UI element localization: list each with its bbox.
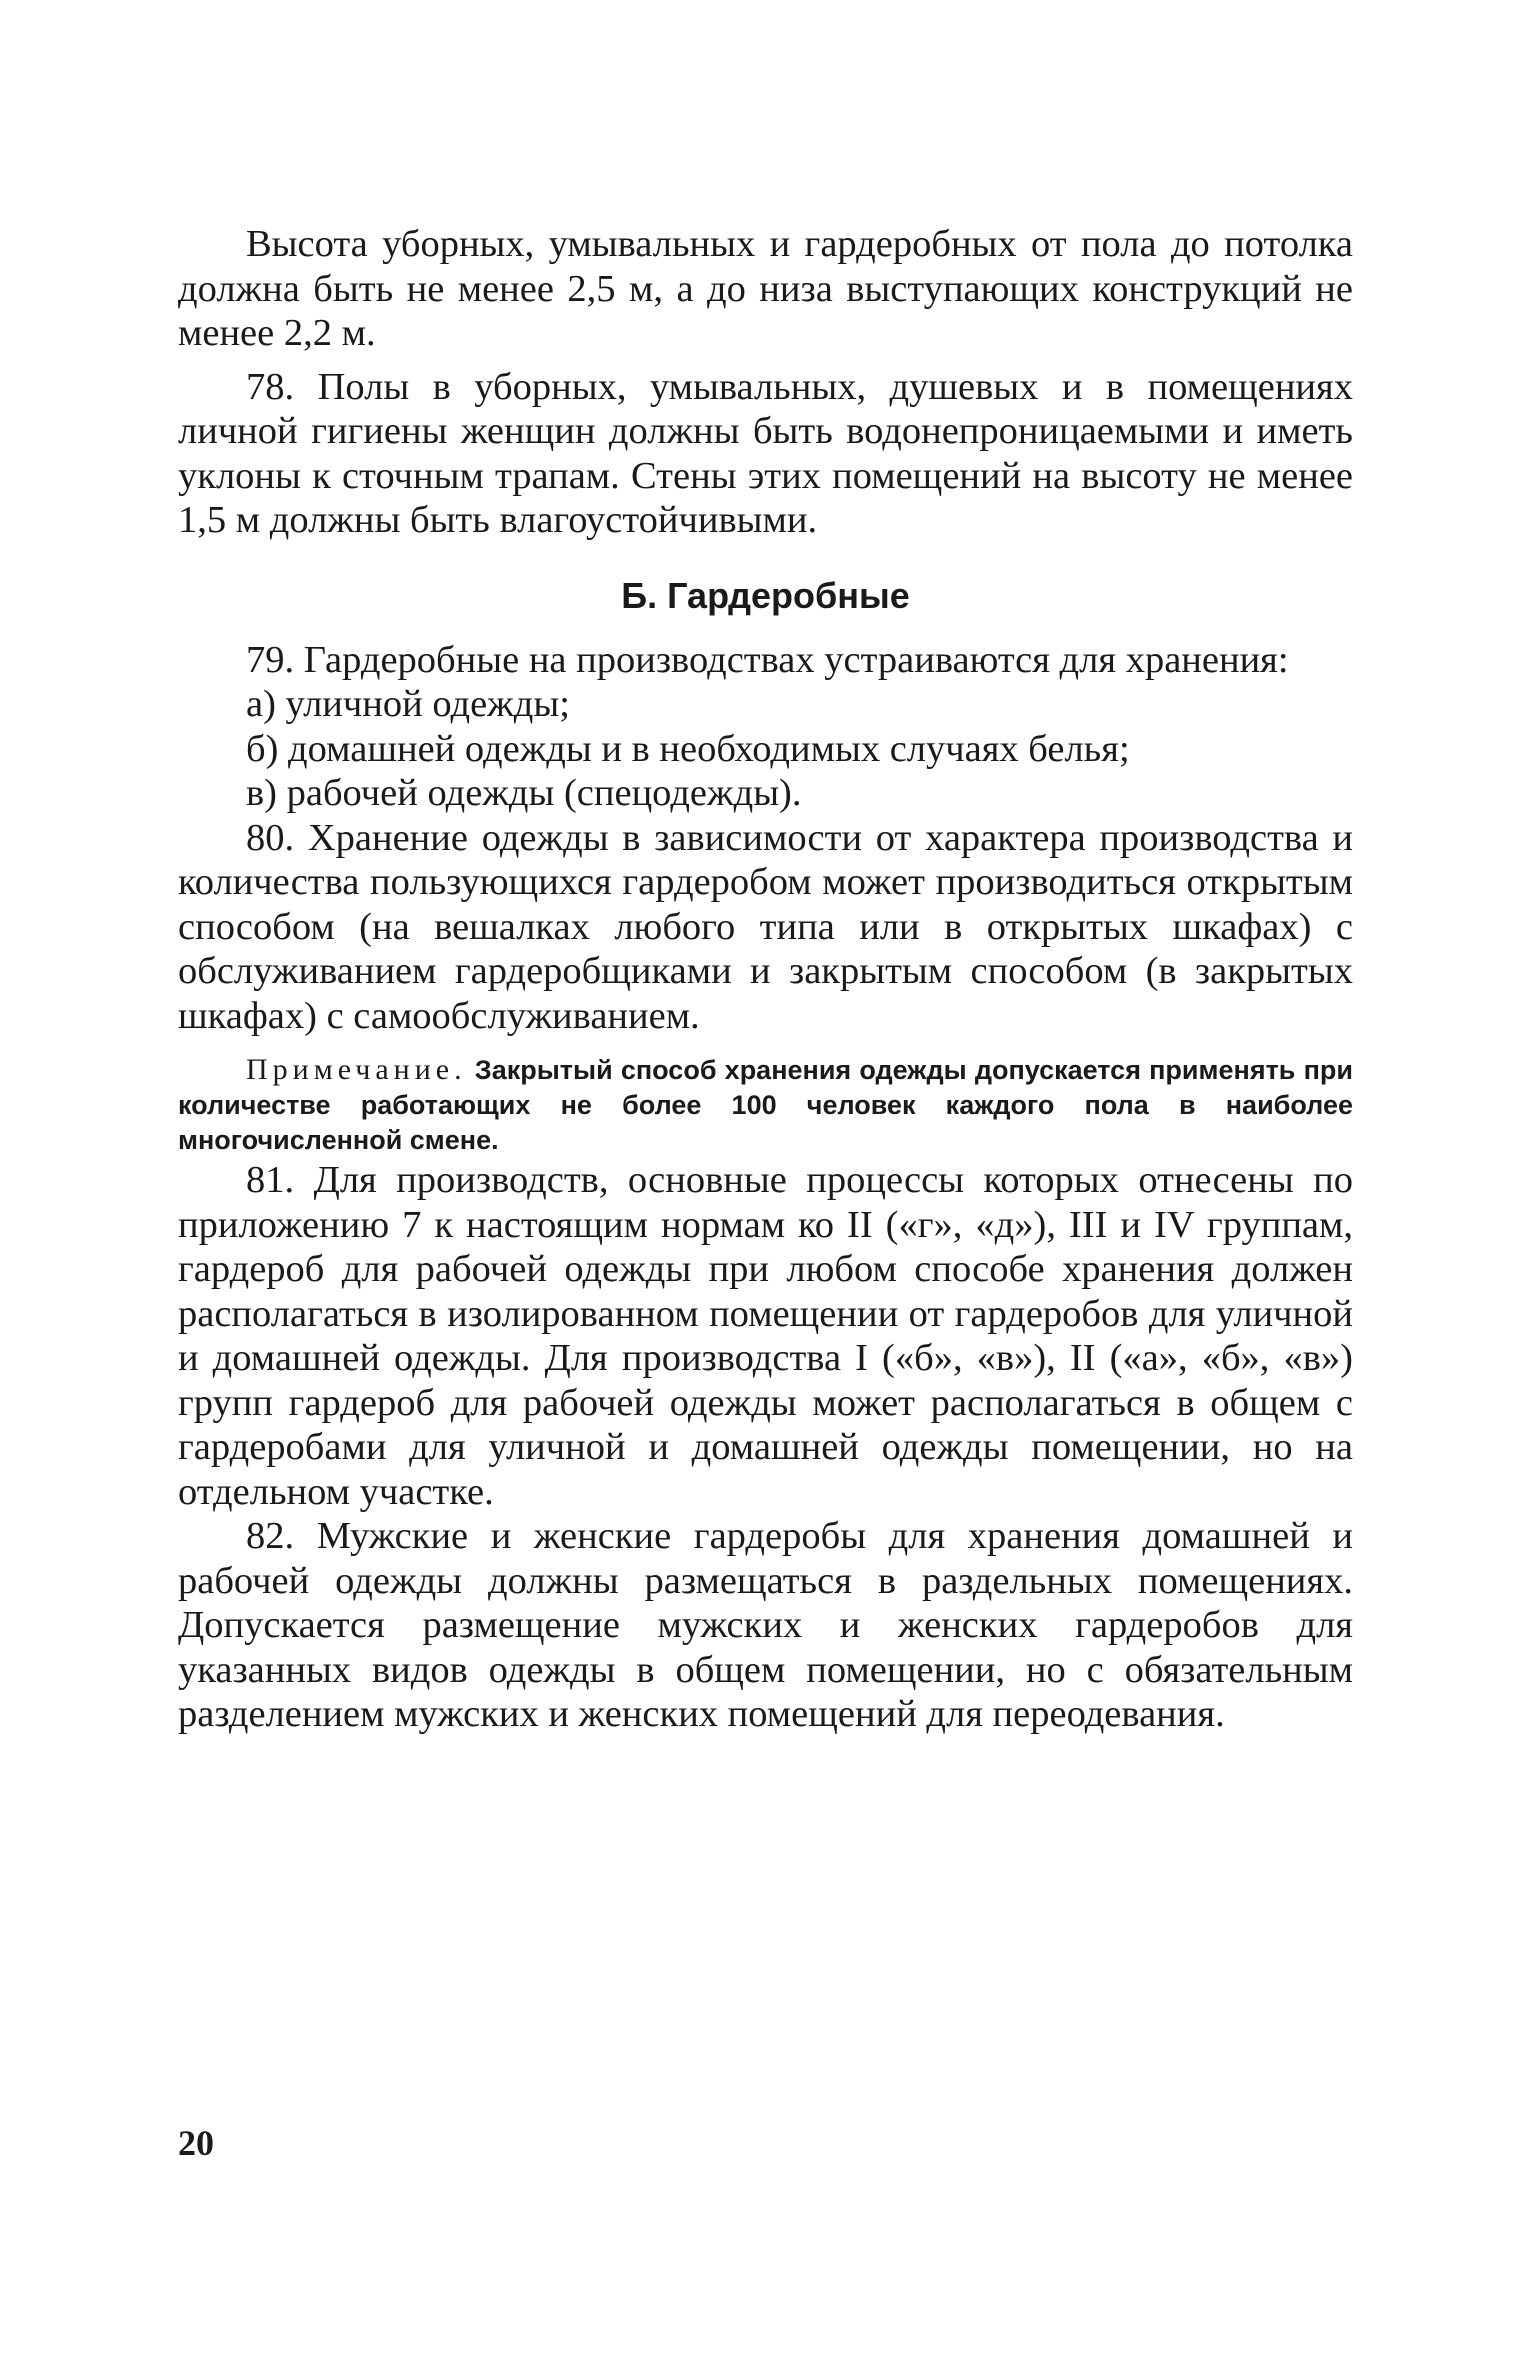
section-heading: Б. Гардеробные	[621, 574, 910, 616]
page-body	[178, 222, 1353, 1737]
paragraph-height-requirements: Высота уборных, умывальных и гардеробных от пола до потолка должна быть не менее 2,5 м, а до низа выступающих конструкций не менее 2,2 м.	[178, 223, 1353, 354]
note-text: Закрытый способ хранения одежды допускается применять при количестве работающих не более 100 человек каждого пола в наиболее многочисленной смене.	[178, 1055, 1353, 1155]
paragraph-78: 78. Полы в уборных, умывальных, душевых и в помещениях личной гигиены женщин должны быть водонепроницаемыми и иметь уклоны к сточным трапам. Стены этих помещений на высоту не менее 1,5 м должны быть влагоустойчивыми.	[178, 365, 1353, 541]
paragraph-79: 79. Гардеробные на производствах устраиваются для хранения:	[246, 638, 1289, 681]
page-number: 20	[178, 2123, 214, 2163]
paragraph-82: 82. Мужские и женские гардеробы для хранения домашней и рабочей одежды должны размещаться в раздельных помещениях. Допускается размещение мужских и женских гардеробов для указанных видов одежды в общем помещении, но с обязательным разделением мужских и женских помещений для переодевания.	[178, 1515, 1353, 1735]
list-item-v: в) рабочей одежды (спецодежды).	[246, 772, 802, 814]
list-item-b: б) домашней одежды и в необходимых случаях белья;	[246, 727, 1130, 770]
note-label: Примечание.	[246, 1053, 467, 1086]
paragraph-81: 81. Для производств, основные процессы которых отнесены по приложению 7 к настоящим нормам ко II («г», «д»), III и IV группам, гардероб для рабочей одежды при любом способе хранения должен располагаться в изолированном помещении от гардеробов для уличной и домашней одежды. Для производства I («б», «в»), II («а», «б», «в») групп гардероб для рабочей одежды может располагаться в общем с гардеробами для уличной и домашней одежды помещении, но на отдельном участке.	[178, 1159, 1353, 1513]
paragraph-80: 80. Хранение одежды в зависимости от характера производства и количества пользующихся гардеробом может производиться открытым способом (на вешалках любого типа или в открытых шкафах) с обслуживанием гардеробщиками и закрытым способом (в закрытых шкафах) с самообслуживанием.	[178, 816, 1353, 1037]
note	[178, 1052, 1353, 1158]
list-item-a: а) уличной одежды;	[246, 683, 570, 725]
